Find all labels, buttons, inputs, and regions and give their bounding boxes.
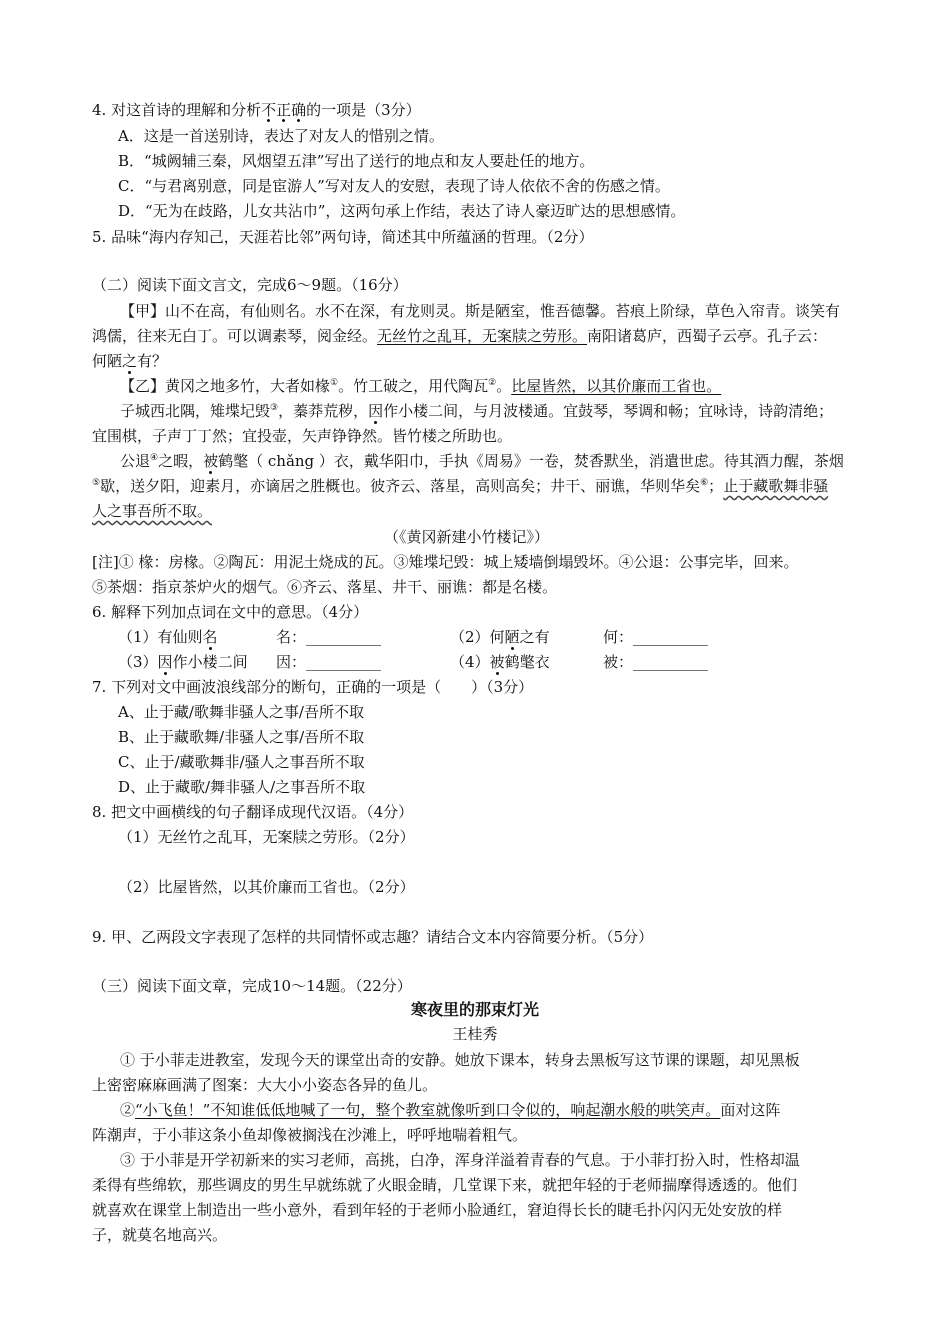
q6-item-4: （4）被鹤氅衣 <box>450 653 550 671</box>
passage-jia-line-1: 【甲】山不在高，有仙则名。水不在深，有龙则灵。斯是陋室，惟吾德馨。苔痕上阶绿，草色入帘青。谈笑有 <box>120 302 841 320</box>
q4-option-c: C．“与君离别意，同是宦游人”写对友人的安慰，表现了诗人依依不舍的伤感之情。 <box>118 177 670 195</box>
dotted-char-lou-2: 陋 <box>504 628 520 646</box>
question-5: 5. 品味“海内存知己，天涯若比邻”两句诗，简述其中所蕴涵的哲理。（2分） <box>92 228 594 246</box>
dotted-char-bei-2: 被 <box>489 653 505 671</box>
article-p2-line-2: 阵潮声，于小菲这条小鱼却像被搁浅在沙滩上，呼呼地喘着粗气。 <box>92 1126 528 1144</box>
q6-blank-3[interactable]: 因：__________ <box>276 653 382 671</box>
article-p3-line-1: ③ 于小菲是开学初新来的实习老师，高挑，白净，浑身洋溢着青春的气息。于小菲打扮入时，性格却温 <box>120 1151 800 1169</box>
underlined-sentence-1: 无丝竹之乱耳，无案牍之劳形。 <box>377 327 588 345</box>
question-4-stem: 4. 对这首诗的理解和分析不正确的一项是（3分） <box>92 100 421 120</box>
q4-option-b: B．“城阙辅三秦，风烟望五津”写出了送行的地点和友人要赴任的地方。 <box>118 152 595 170</box>
article-p3-line-3: 就喜欢在课堂上制造出一些小意外，看到年轻的于老师小脸通红，窘迫得长长的睫毛扑闪闪无处安放的样 <box>92 1201 783 1219</box>
wavy-underlined-text-cont: 人之事吾所不取。 <box>92 502 213 520</box>
passage-yi-line-2: 子城西北隅，雉堞圮毁③，蓁莽荒秽，因作小楼二间，与月波楼通。宜鼓琴，琴调和畅；宜咏诗，诗韵清绝； <box>120 402 834 420</box>
q7-option-d: D、止于藏歌/舞非骚人/之事吾所不取 <box>118 778 366 796</box>
notes-line-1: [注]① 椽：房椽。②陶瓦：用泥土烧成的瓦。③雉堞圮毁：城上矮墙倒塌毁坏。④公退：公事完毕，回来。 <box>92 553 799 571</box>
emphasis-dots-text: 不正确 <box>261 101 306 123</box>
q6-blank-2[interactable]: 何：__________ <box>603 628 709 646</box>
q6-item-3: （3）因作小楼二间 <box>118 653 248 671</box>
passage-source: （《黄冈新建小竹楼记》） <box>384 528 550 546</box>
question-6-stem: 6. 解释下列加点词在文中的意思。（4分） <box>92 603 369 621</box>
q8-sentence-2: （2）比屋皆然，以其价廉而工省也。（2分） <box>118 878 415 896</box>
dotted-char-yin-2: 因 <box>157 653 173 671</box>
q7-option-b: B、止于藏歌舞/非骚人之事/吾所不取 <box>118 728 365 746</box>
q4-option-a: A．这是一首送别诗，表达了对友人的惜别之情。 <box>118 127 444 145</box>
q6-item-1: （1）有仙则名 <box>118 628 218 646</box>
section-3-header: （三）阅读下面文章，完成10～14题。（22分） <box>92 977 412 995</box>
question-7-stem: 7. 下列对文中画波浪线部分的断句，正确的一项是（ ）（3分） <box>92 678 534 696</box>
passage-yi-line-3: 宜围棋，子声丁丁然；宜投壶，矢声铮铮然。皆竹楼之所助也。 <box>92 427 513 445</box>
wavy-underlined-text: 止于藏歌舞非骚 <box>723 477 829 495</box>
q7-option-a: A、止于藏/歌舞非骚人之事/吾所不取 <box>118 703 364 721</box>
question-8-stem: 8. 把文中画横线的句子翻译成现代汉语。（4分） <box>92 803 414 821</box>
passage-yi-line-4: 公退④之暇，被鹤氅（ chǎng ）衣，戴华阳巾，手执《周易》一卷，焚香默坐，消遣世虑。待其酒力醒，茶烟 <box>120 452 844 470</box>
article-p3-line-4: 子，就莫名地高兴。 <box>92 1226 228 1244</box>
underlined-sentence-2: 比屋皆然，以其价廉而工省也。 <box>511 377 722 395</box>
q6-item-2: （2）何陋之有 <box>450 628 550 646</box>
q4-option-d: D．“无为在歧路，儿女共沾巾”，这两句承上作结，表达了诗人豪迈旷达的思想感情。 <box>118 202 686 220</box>
article-author: 王桂秀 <box>452 1025 498 1043</box>
q6-blank-1[interactable]: 名：__________ <box>276 628 382 646</box>
passage-yi-line-6 <box>92 501 212 521</box>
q7-option-c: C、止于/藏歌舞非/骚人之事吾所不取 <box>118 753 365 771</box>
passage-yi-line-1: 【乙】黄冈之地多竹，大者如椽①。竹工破之，用代陶瓦②。比屋皆然，以其价廉而工省也。 <box>120 377 722 395</box>
dotted-char-yin: 因 <box>368 402 384 420</box>
dotted-char-ming: 名 <box>202 628 218 646</box>
question-9: 9. 甲、乙两段文字表现了怎样的共同情怀或志趣？请结合文本内容简要分析。（5分） <box>92 928 654 946</box>
article-p2-line-1: ②“小飞鱼！”不知谁低低地喊了一句，整个教室就像听到口令似的，响起潮水般的哄笑声。面对这阵 <box>120 1101 781 1119</box>
article-p1-line-1: ① 于小菲走进教室，发现今天的课堂出奇的安静。她放下课本，转身去黑板写这节课的课题，却见黑板 <box>120 1051 800 1069</box>
underlined-sentence-3: “小飞鱼！”不知谁低低地喊了一句，整个教室就像听到口令似的，响起潮水般的哄笑声。 <box>135 1101 721 1119</box>
q8-sentence-1: （1）无丝竹之乱耳，无案牍之劳形。（2分） <box>118 828 415 846</box>
article-title: 寒夜里的那束灯光 <box>410 1000 539 1019</box>
dotted-char-lou: 何陋之有？ <box>92 352 168 370</box>
notes-line-2: ⑤茶烟：指京茶炉火的烟气。⑥齐云、落星、井干、丽谯：都是名楼。 <box>92 578 558 596</box>
passage-jia-line-3 <box>92 351 167 371</box>
section-2-header: （二）阅读下面文言文，完成6～9题。（16分） <box>92 276 408 294</box>
article-p1-line-2: 上密密麻麻画满了图案：大大小小姿态各异的鱼儿。 <box>92 1076 438 1094</box>
passage-yi-line-5: ⑤歇，送夕阳，迎素月，亦谪居之胜概也。彼齐云、落星，高则高矣；井干、丽谯，华则华矣⑥；止于藏歌舞非骚 <box>92 477 829 495</box>
passage-jia-line-2: 鸿儒，往来无白丁。可以调素琴，阅金经。无丝竹之乱耳，无案牍之劳形。南阳诸葛庐，西蜀子云亭。孔子云： <box>92 327 828 345</box>
dotted-char-bei: 被 <box>203 452 219 470</box>
article-p3-line-2: 柔得有些绵软，那些调皮的男生早就练就了火眼金睛，几堂课下来，就把年轻的于老师揣摩得透透的。他们 <box>92 1176 798 1194</box>
q6-blank-4[interactable]: 被：__________ <box>603 653 709 671</box>
